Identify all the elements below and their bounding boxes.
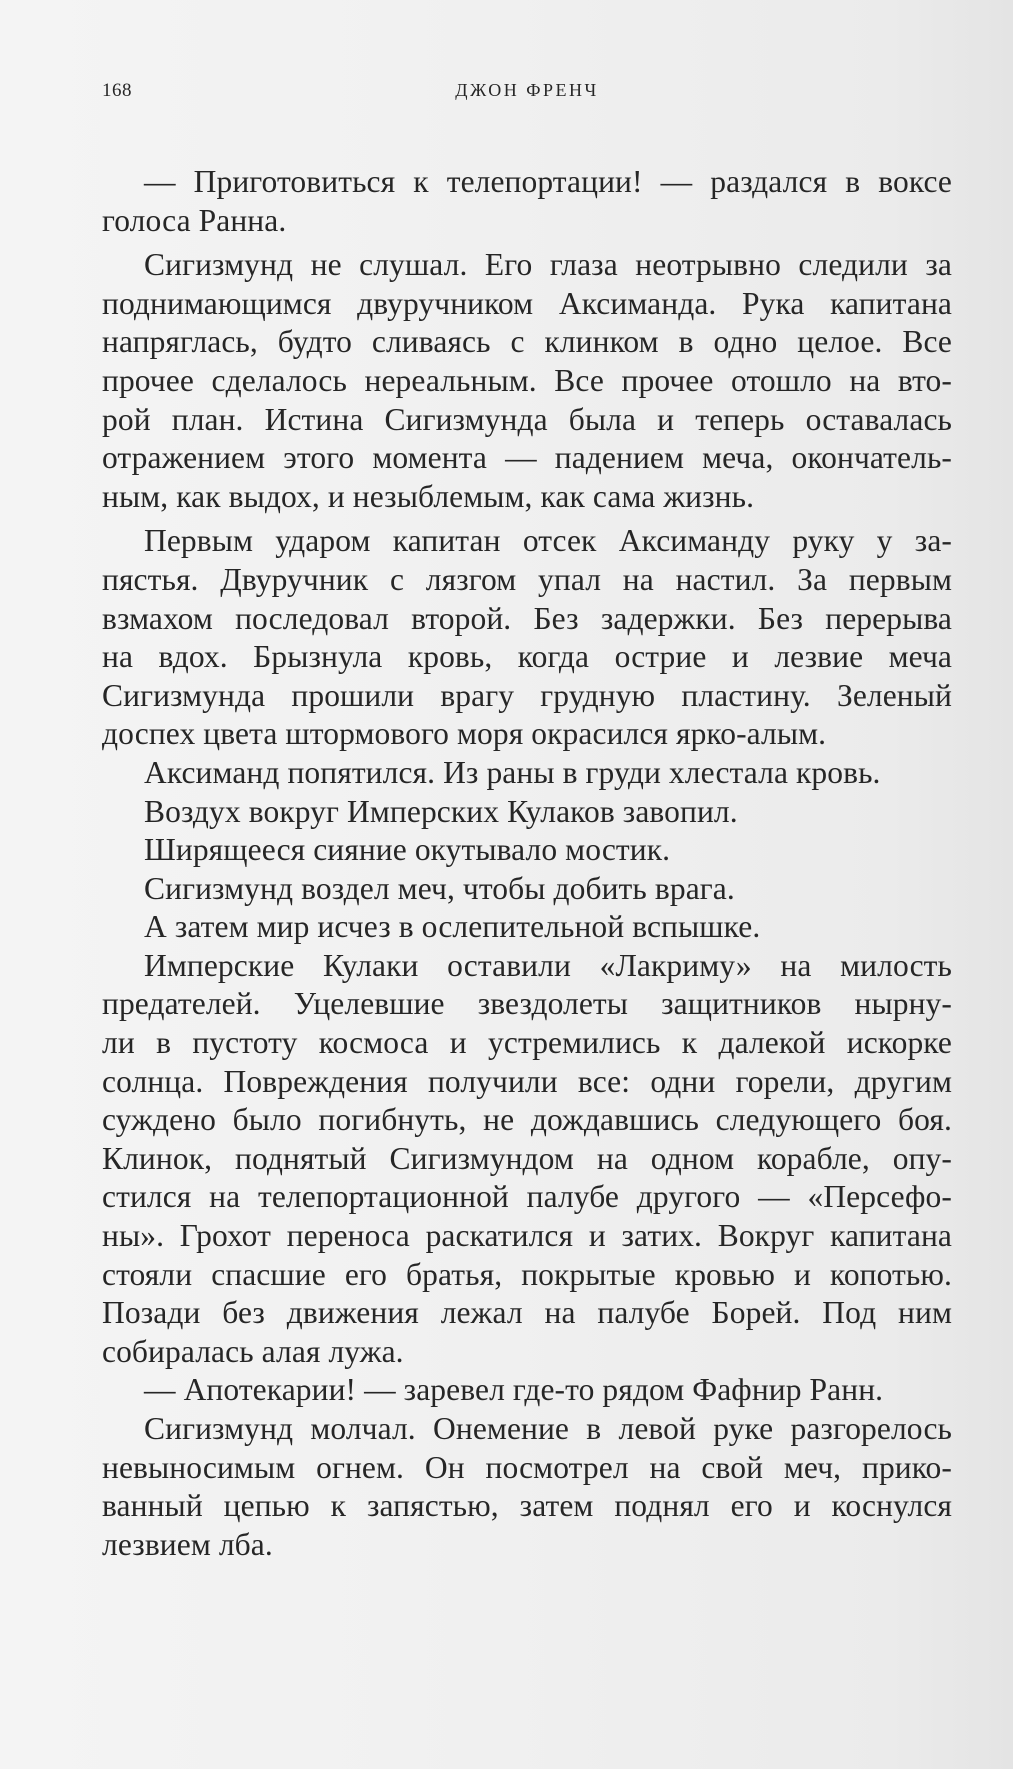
text-line: — Апотекарии! — заревел где-то рядом Фафнир Ранн. bbox=[144, 1372, 884, 1408]
text-line: Клинок, поднятый Сигизмундом на одном корабле, опу- bbox=[102, 1140, 952, 1176]
text-line: Аксиманд попятился. Из раны в груди хлестала кровь. bbox=[144, 754, 881, 790]
text-line: ли в пустоту космоса и устремились к далекой искорке bbox=[102, 1025, 952, 1061]
body-text bbox=[102, 163, 952, 1564]
text-line: Ширящееся сияние окутывало мостик. bbox=[144, 832, 671, 868]
text-line: Имперские Кулаки оставили «Лакриму» на милость bbox=[144, 947, 952, 983]
text-line: Сигизмунд воздел меч, чтобы добить врага. bbox=[144, 870, 735, 906]
text-line: ванный цепью к запястью, затем поднял его и коснулся bbox=[102, 1488, 952, 1524]
running-head-author: ДЖОН ФРЕНЧ bbox=[455, 80, 599, 100]
text-line: Сигизмунда прошили врагу грудную пластину. Зеленый bbox=[102, 677, 952, 713]
text-line: ны». Грохот переноса раскатился и затих. Вокруг капитана bbox=[102, 1218, 952, 1254]
text-line: Сигизмунд молчал. Онемение в левой руке разгорелось bbox=[144, 1411, 952, 1446]
text-line: А затем мир исчез в ослепительной вспышке. bbox=[144, 909, 761, 945]
text-line: лезвием лба. bbox=[102, 1526, 273, 1562]
page-number: 168 bbox=[102, 80, 132, 101]
text-line: напряглась, будто сливаясь с клинком в одно целое. Все bbox=[102, 324, 952, 360]
text-line: предателей. Уцелевшие звездолеты защитников нырну- bbox=[102, 986, 952, 1022]
text-line: на вдох. Брызнула кровь, когда острие и лезвие меча bbox=[102, 639, 952, 675]
running-head bbox=[102, 80, 952, 110]
text-line: ным, как выдох, и незыблемым, как сама жизнь. bbox=[102, 478, 755, 514]
text-line: стился на телепортационной палубе другого — «Персефо- bbox=[102, 1179, 952, 1215]
text-line: пястья. Двуручник с лязгом упал на настил. За первым bbox=[102, 561, 952, 597]
text-line: Позади без движения лежал на палубе Борей. Под ним bbox=[102, 1295, 952, 1331]
text-line: суждено было погибнуть, не дождавшись следующего боя. bbox=[102, 1102, 952, 1138]
text-line: взмахом последовал второй. Без задержки. Без перерыва bbox=[102, 600, 952, 636]
text-line: доспех цвета штормового моря окрасился ярко-алым. bbox=[102, 716, 827, 752]
text-line: рой план. Истина Сигизмунда была и теперь оставалась bbox=[102, 401, 952, 437]
text-line: прочее сделалось нереальным. Все прочее отошло на вто- bbox=[102, 362, 952, 398]
text-line: солнца. Повреждения получили все: одни горели, другим bbox=[102, 1063, 952, 1099]
text-line: Первым ударом капитан отсек Аксиманду руку у за- bbox=[144, 523, 952, 559]
text-line: Воздух вокруг Имперских Кулаков завопил. bbox=[144, 793, 738, 829]
text-line: поднимающимся двуручником Аксиманда. Рука капитана bbox=[102, 285, 952, 321]
text-line: — Приготовиться к телепортации! — раздался в воксе bbox=[144, 164, 952, 199]
text-line: отражением этого момента — падением меча, окончатель- bbox=[102, 440, 952, 476]
text-line: Сигизмунд не слушал. Его глаза неотрывно следили за bbox=[144, 247, 952, 283]
text-line: собиралась алая лужа. bbox=[102, 1333, 404, 1369]
text-line: стояли спасшие его братья, покрытые кровью и копотью. bbox=[102, 1256, 952, 1292]
text-line: голоса Ранна. bbox=[102, 202, 287, 238]
text-line: невыносимым огнем. Он посмотрел на свой меч, прико- bbox=[102, 1449, 952, 1485]
